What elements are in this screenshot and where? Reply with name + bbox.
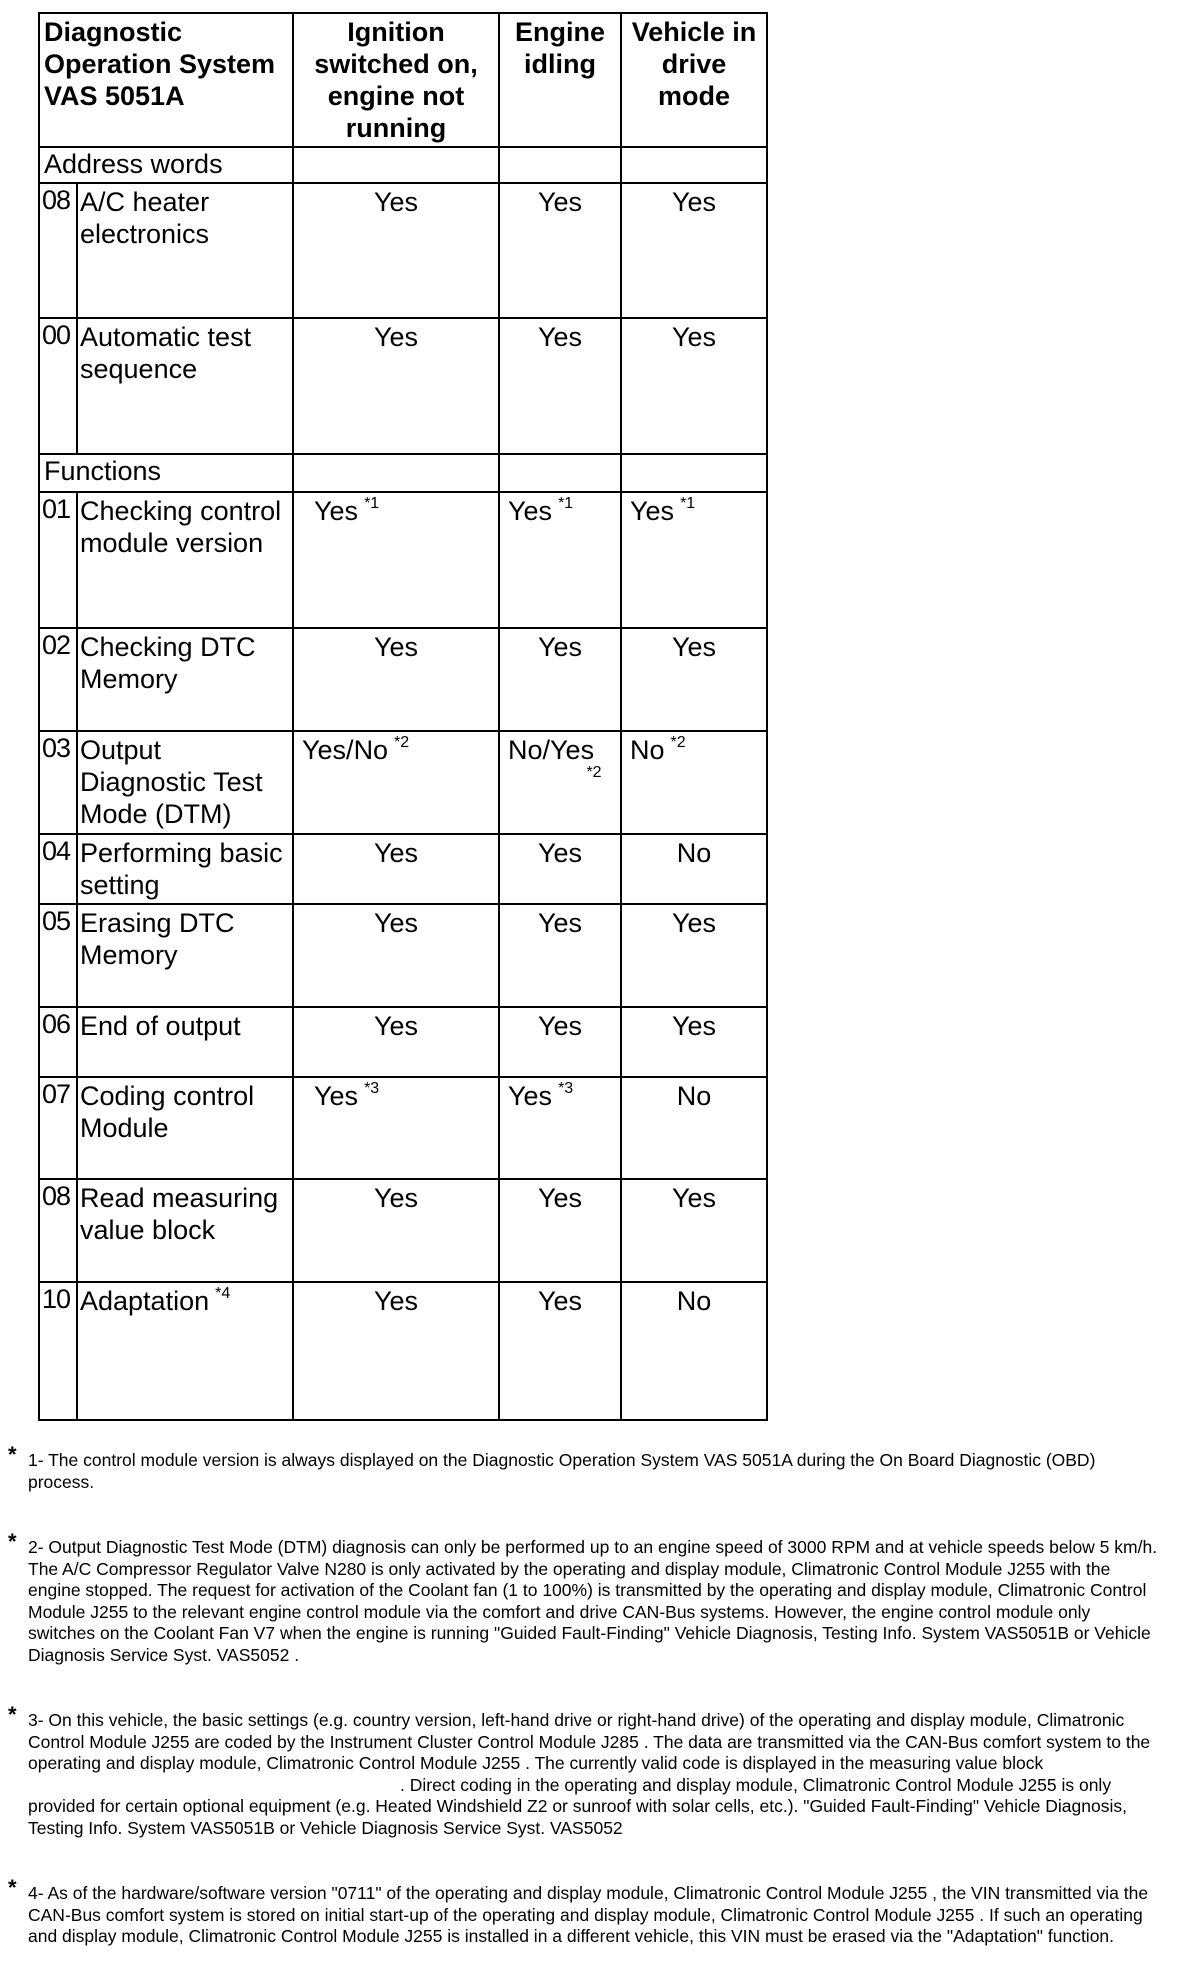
header-drive: Vehicle in drive mode	[621, 13, 767, 147]
table-row	[39, 1179, 767, 1282]
table-row	[39, 1007, 767, 1077]
footnote-4	[8, 1875, 1158, 1948]
table-row	[39, 1077, 767, 1179]
cell-idling: Yes	[499, 183, 621, 318]
row-name: A/C heater electronics	[77, 183, 293, 318]
asterisk-icon: *	[8, 1529, 17, 1554]
row-name: Performing basic setting	[77, 834, 293, 904]
cell-idling: Yes	[499, 318, 621, 454]
footnote-ref: *2	[394, 734, 410, 751]
cell-ignition: Yes	[293, 1282, 499, 1420]
row-name: Output Diagnostic Test Mode (DTM)	[77, 731, 293, 834]
row-code: 08	[39, 1179, 77, 1282]
row-code: 10	[39, 1282, 77, 1420]
cell-value: No/Yes	[508, 735, 595, 765]
cell-drive: Yes	[621, 1007, 767, 1077]
row-code: 07	[39, 1077, 77, 1179]
footnote-ref: *1	[364, 495, 380, 512]
footnotes	[8, 1442, 1158, 1948]
row-code: 02	[39, 628, 77, 731]
cell-ignition: Yes	[293, 183, 499, 318]
footnote-ref: *2	[670, 734, 686, 751]
row-name: Checking control module version	[77, 492, 293, 628]
table-row	[39, 318, 767, 454]
cell-value: Yes	[314, 1081, 359, 1111]
row-name: Coding control Module	[77, 1077, 293, 1179]
row-code: 04	[39, 834, 77, 904]
cell-idling	[499, 492, 621, 628]
table-row	[39, 628, 767, 731]
cell-idling: Yes	[499, 628, 621, 731]
row-name: Checking DTC Memory	[77, 628, 293, 731]
row-name: Erasing DTC Memory	[77, 904, 293, 1007]
footnote-2	[8, 1529, 1158, 1666]
section-functions: Functions	[39, 454, 293, 492]
cell-ignition: Yes	[293, 834, 499, 904]
cell-ignition: Yes	[293, 1179, 499, 1282]
row-code: 08	[39, 183, 77, 318]
table-row	[39, 834, 767, 904]
cell-idling: Yes	[499, 1282, 621, 1420]
cell-value: No	[630, 735, 665, 765]
footnote-ref: *4	[215, 1285, 231, 1302]
cell-value: Yes/No	[302, 735, 389, 765]
cell-ignition: Yes	[293, 1007, 499, 1077]
footnote-text: 2- Output Diagnostic Test Mode (DTM) diagnosis can only be performed up to an engine speed of 3000 RPM and at vehicle speeds below 5 km/h. The A/C Compressor Regulator Valve N280 is only activated by the operating and display module, Climatronic Control Module J255 with the engine stopped. The request for activation of the Coolant fan (1 to 100%) is transmitted by the operating and display module, Climatronic Control Module J255 to the relevant engine control module via the comfort and drive CAN-Bus systems. However, the engine control module only switches on the Coolant Fan V7 when the engine is running "Guided Fault-Finding" Vehicle Diagnosis, Testing Info. System VAS5051B or Vehicle Diagnosis Service Syst. VAS5052 .	[28, 1537, 1158, 1665]
cell-drive	[621, 492, 767, 628]
cell-drive: Yes	[621, 904, 767, 1007]
cell-idling: Yes	[499, 1007, 621, 1077]
table-row	[39, 904, 767, 1007]
cell-idling	[499, 731, 621, 834]
asterisk-icon: *	[8, 1442, 17, 1467]
diagnostic-functions-table	[38, 12, 768, 1421]
cell-idling	[499, 1077, 621, 1179]
row-code: 00	[39, 318, 77, 454]
footnote-ref: *1	[558, 495, 574, 512]
cell-drive: No	[621, 1282, 767, 1420]
cell-drive: Yes	[621, 183, 767, 318]
header-idling: Engine idling	[499, 13, 621, 147]
cell-ignition	[293, 492, 499, 628]
cell-idling: Yes	[499, 1179, 621, 1282]
cell-value: Yes	[508, 1081, 553, 1111]
header-ignition: Ignition switched on, engine not running	[293, 13, 499, 147]
footnote-ref: *3	[364, 1080, 380, 1097]
section-row-functions	[39, 454, 767, 492]
cell-ignition	[293, 1077, 499, 1179]
table-row	[39, 492, 767, 628]
cell-drive: No	[621, 1077, 767, 1179]
section-address-words: Address words	[39, 147, 293, 183]
table-row	[39, 183, 767, 318]
table-row	[39, 731, 767, 834]
cell-idling: Yes	[499, 904, 621, 1007]
cell-value: Yes	[314, 496, 359, 526]
table-row	[39, 1282, 767, 1420]
cell-drive: No	[621, 834, 767, 904]
cell-ignition: Yes	[293, 904, 499, 1007]
header-system: Diagnostic Operation System VAS 5051A	[39, 13, 293, 147]
asterisk-icon: *	[8, 1702, 17, 1727]
footnote-ref: *2	[586, 764, 602, 781]
cell-idling: Yes	[499, 834, 621, 904]
row-name: End of output	[77, 1007, 293, 1077]
cell-ignition: Yes	[293, 318, 499, 454]
row-code: 06	[39, 1007, 77, 1077]
row-name: Adaptation	[80, 1286, 210, 1316]
footnote-text: 1- The control module version is always displayed on the Diagnostic Operation System VAS 5051A during the On Board Diagnostic (OBD) process.	[28, 1450, 1096, 1492]
cell-ignition: Yes	[293, 628, 499, 731]
footnote-text: 4- As of the hardware/software version "0711" of the operating and display module, Climatronic Control Module J255 , the VIN transmitted via the CAN-Bus comfort system is stored on initial start-up of the operating and display module, Climatronic Control Module J255 . If such an operating and display module, Climatronic Control Module J255 is installed in a different vehicle, this VIN must be erased via the "Adaptation" function.	[28, 1883, 1149, 1946]
cell-drive: Yes	[621, 1179, 767, 1282]
footnote-ref: *3	[558, 1080, 574, 1097]
footnote-ref: *1	[680, 495, 696, 512]
cell-value: Yes	[508, 496, 553, 526]
row-code: 01	[39, 492, 77, 628]
footnote-1	[8, 1442, 1158, 1493]
footnote-3	[8, 1702, 1158, 1839]
row-name: Read measuring value block	[77, 1179, 293, 1282]
row-code: 05	[39, 904, 77, 1007]
cell-drive: Yes	[621, 628, 767, 731]
row-name-cell	[77, 1282, 293, 1420]
asterisk-icon: *	[8, 1875, 17, 1900]
row-code: 03	[39, 731, 77, 834]
footnote-text-continued: . Direct coding in the operating and display module, Climatronic Control Module J255 is only provided for certain optional equipment (e.g. Heated Windshield Z2 or sunroof with solar cells, etc.). "Guided Fault-Finding" Vehicle Diagnosis, Testing Info. System VAS5051B or Vehicle Diagnosis Service Syst. VAS5052	[28, 1774, 1127, 1838]
cell-drive: Yes	[621, 318, 767, 454]
cell-ignition	[293, 731, 499, 834]
cell-drive	[621, 731, 767, 834]
cell-value: Yes	[630, 496, 675, 526]
table-header-row	[39, 13, 767, 147]
section-row-address-words	[39, 147, 767, 183]
row-name: Automatic test sequence	[77, 318, 293, 454]
footnote-text: 3- On this vehicle, the basic settings (e.g. country version, left-hand drive or right-hand drive) of the operating and display module, Climatronic Control Module J255 are coded by the Instrument Cluster Control Module J285 . The data are transmitted via the CAN-Bus comfort system to the operating and display module, Climatronic Control Module J255 . The currently valid code is displayed in the measuring value block	[28, 1710, 1151, 1773]
